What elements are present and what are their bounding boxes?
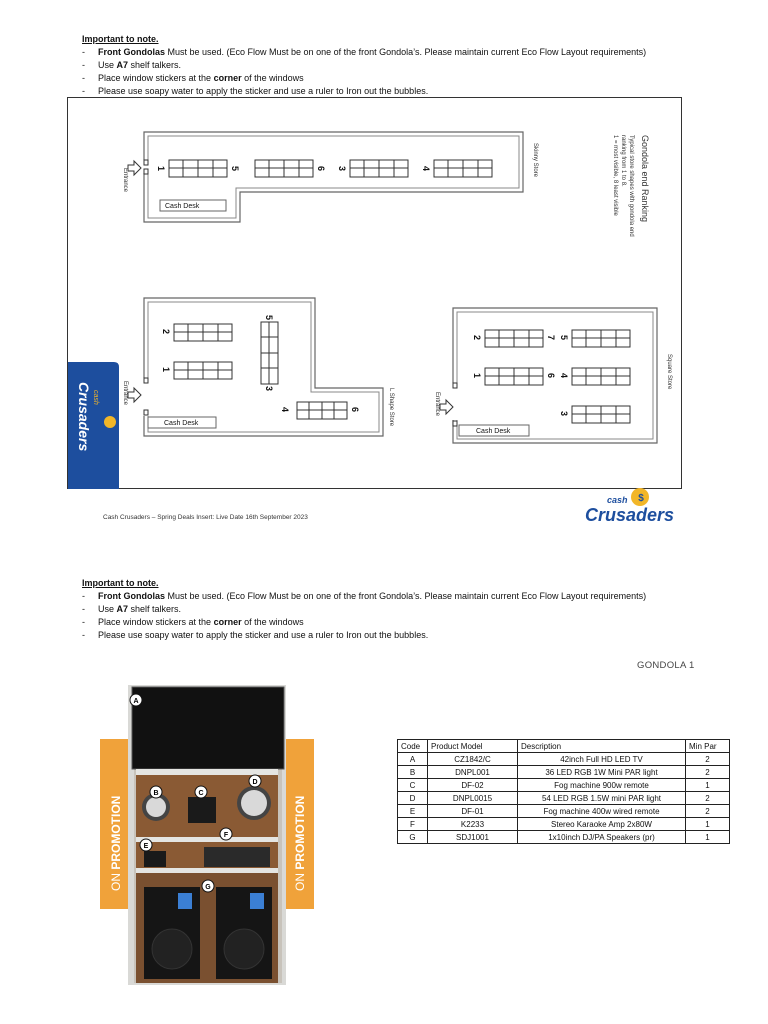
note-item: - Please use soapy water to apply the sticker and use a ruler to Iron out the bubbles. [82, 85, 646, 98]
rank-number: 5 [230, 166, 240, 172]
entrance-arrow-icon [128, 161, 141, 175]
fog-machine-small [144, 851, 166, 867]
entrance-arrow-icon [440, 400, 453, 414]
notes-bottom [82, 577, 646, 642]
table-cell: Fog machine 400w wired remote [518, 805, 686, 818]
table-cell: Fog machine 900w remote [518, 779, 686, 792]
note-item: - Use A7 shelf talkers. [82, 59, 646, 72]
table-cell: 2 [686, 792, 730, 805]
store-label: Skinny Store [532, 143, 538, 178]
rank-number: 1 [161, 367, 171, 373]
rank-number: 5 [264, 315, 274, 321]
table-cell: 1 [686, 818, 730, 831]
rank-number: 1 [472, 373, 482, 379]
note-item: - Use A7 shelf talkers. [82, 603, 646, 616]
table-cell: 2 [686, 766, 730, 779]
table-row [398, 831, 730, 844]
rank-number: 5 [559, 335, 569, 341]
rank-number: 1 [156, 166, 166, 172]
table-cell: D [398, 792, 428, 805]
ranking-line: ranking from 1 to 8. [620, 135, 626, 187]
rank-number: 3 [337, 166, 347, 172]
promotion-text-right: ON PROMOTION [293, 795, 307, 891]
entrance-arrow-icon [128, 388, 141, 402]
rank-number: 2 [161, 329, 171, 335]
table-row [398, 753, 730, 766]
ranking-line: 1 = most visible, 8 least visible [612, 135, 618, 216]
note-item: - Please use soapy water to apply the sticker and use a ruler to Iron out the bubbles. [82, 629, 646, 642]
note-item: - Front Gondolas Must be used. (Eco Flow Must be on one of the front Gondola’s. Please maintain current Eco Flow Layout requirements) [82, 46, 646, 59]
table-cell: Stereo Karaoke Amp 2x80W [518, 818, 686, 831]
col-product-model: Product Model [428, 740, 518, 753]
logo-text-top: cash [607, 495, 628, 505]
ranking-title: Gondola end Ranking [640, 135, 650, 223]
table-cell: 1x10inch DJ/PA Speakers (pr) [518, 831, 686, 844]
rank-number: 3 [559, 411, 569, 417]
table-cell: C [398, 779, 428, 792]
table-cell: 54 LED RGB 1.5W mini PAR light [518, 792, 686, 805]
store-label: L Shape Store [388, 388, 394, 427]
ranking-note [612, 135, 650, 237]
table-cell: F [398, 818, 428, 831]
logo-text-bottom: Crusaders [76, 382, 92, 452]
marker-c-label: C [198, 790, 204, 797]
table-cell: DF-01 [428, 805, 518, 818]
col-description: Description [518, 740, 686, 753]
table-row [398, 818, 730, 831]
svg-text:$: $ [638, 493, 644, 504]
note-item: - Place window stickers at the corner of the windows [82, 616, 646, 629]
floor-plan-svg [68, 98, 683, 490]
cash-desk-label: Cash Desk [164, 420, 199, 427]
table-cell: B [398, 766, 428, 779]
table-cell: DNPL001 [428, 766, 518, 779]
table-row [398, 779, 730, 792]
fog-machine [188, 797, 216, 823]
table-cell: DNPL0015 [428, 792, 518, 805]
l-shape-store [122, 298, 394, 436]
rank-number: 2 [472, 335, 482, 341]
square-store [434, 308, 672, 443]
table-cell: CZ1842/C [428, 753, 518, 766]
table-cell: K2233 [428, 818, 518, 831]
karaoke-amp [204, 847, 270, 867]
ranking-line: Typical store shapes with gondola end [628, 135, 634, 237]
notes-heading: Important to note. [82, 34, 159, 44]
notes-list [82, 590, 646, 642]
cash-crusaders-logo [583, 485, 693, 525]
brand-tab [68, 362, 119, 489]
tv [132, 687, 284, 769]
rank-number: 6 [316, 166, 326, 172]
entrance-label: Entrance [434, 392, 440, 417]
rank-number: 7 [546, 335, 556, 341]
rank-number: 4 [559, 373, 569, 379]
notes-list [82, 46, 646, 98]
table-cell: G [398, 831, 428, 844]
table-row [398, 805, 730, 818]
rank-number: 4 [421, 166, 431, 172]
marker-f-label: F [223, 832, 229, 839]
rank-number: 3 [264, 386, 274, 392]
note-item: - Place window stickers at the corner of the windows [82, 72, 646, 85]
rank-number: 4 [280, 407, 290, 413]
notes-heading: Important to note. [82, 578, 159, 588]
table-cell: 2 [686, 753, 730, 766]
marker-d-label: D [252, 779, 258, 786]
table-cell: 36 LED RGB 1W Mini PAR light [518, 766, 686, 779]
table-cell: E [398, 805, 428, 818]
marker-a-label: A [133, 698, 139, 705]
table-cell: 1 [686, 779, 730, 792]
table-cell: 1 [686, 831, 730, 844]
table-cell: A [398, 753, 428, 766]
col-code: Code [398, 740, 428, 753]
rank-number: 6 [546, 373, 556, 379]
gondola-title: GONDOLA 1 [637, 660, 695, 671]
cash-desk-label: Cash Desk [165, 203, 200, 210]
entrance-label: Entrance [122, 381, 128, 406]
logo-text-bottom: Crusaders [585, 505, 675, 525]
product-table [397, 739, 730, 844]
cash-desk-label: Cash Desk [476, 428, 511, 435]
logo-text-top: cash [92, 390, 99, 405]
promotion-text-left: ON PROMOTION [109, 795, 123, 891]
footer-note: Cash Crusaders – Spring Deals Insert: Live Date 16th September 2023 [103, 514, 308, 521]
skinny-store [122, 132, 538, 222]
table-cell: 2 [686, 805, 730, 818]
notes-top [82, 33, 646, 98]
table-row [398, 792, 730, 805]
table-cell: DF-02 [428, 779, 518, 792]
marker-b-label: B [153, 790, 159, 797]
table-cell: SDJ1001 [428, 831, 518, 844]
marker-g-label: G [205, 884, 211, 891]
note-item: - Front Gondolas Must be used. (Eco Flow Must be on one of the front Gondola’s. Please maintain current Eco Flow Layout requirements) [82, 590, 646, 603]
logo-coin-icon [104, 416, 116, 428]
gondola-product-photo [98, 683, 318, 987]
marker-e-label: E [143, 843, 149, 850]
table-row [398, 766, 730, 779]
floor-plan-diagram [67, 97, 682, 489]
rank-number: 6 [350, 407, 360, 413]
col-min-par: Min Par [686, 740, 730, 753]
table-cell: 42inch Full HD LED TV [518, 753, 686, 766]
entrance-label: Entrance [122, 168, 128, 193]
store-label: Square Store [666, 354, 672, 390]
table-header-row [398, 740, 730, 753]
